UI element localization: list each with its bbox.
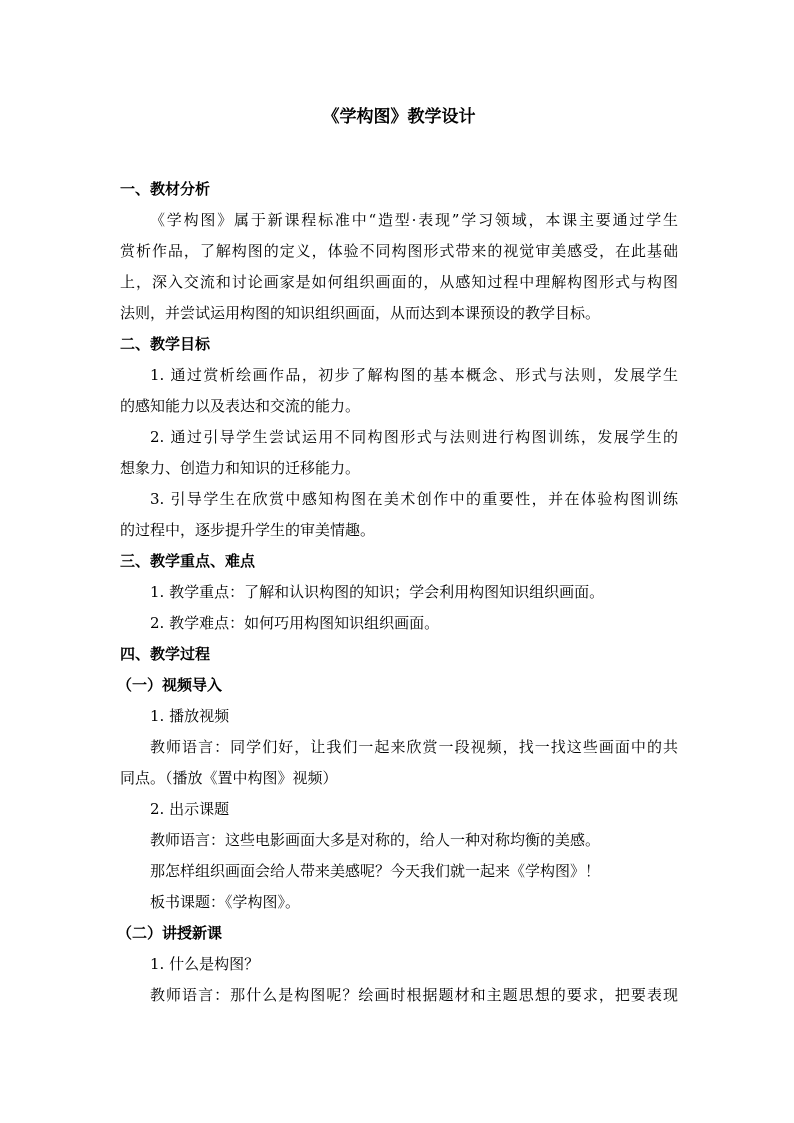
goal-line: 3. 引导学生在欣赏中感知构图在美术创作中的重要性，并在体验构图训练 [150, 490, 678, 508]
paragraph-line: 法则，并尝试运用构图的知识组织画面，从而达到本课预设的教学目标。 [120, 304, 601, 322]
paragraph-line: 教师语言：同学们好，让我们一起来欣赏一段视频，找一找这些画面中的共 [150, 738, 678, 756]
section-heading-4: 四、教学过程 [120, 645, 211, 663]
paragraph-line: 那怎样组织画面会给人带来美感呢？今天我们就一起来《学构图》！ [150, 862, 601, 880]
goal-line: 的感知能力以及表达和交流的能力。 [120, 397, 361, 415]
goal-line: 想象力、创造力和知识的迁移能力。 [120, 459, 361, 477]
section-heading-1: 一、教材分析 [120, 180, 211, 198]
paragraph-line: 教师语言：那什么是构图呢？绘画时根据题材和主题思想的要求，把要表现 [150, 986, 678, 1004]
sub-heading-1: （一）视频导入 [117, 676, 223, 694]
section-heading-3: 三、教学重点、难点 [120, 552, 256, 570]
step-line: 1. 播放视频 [150, 707, 230, 725]
document-body [117, 104, 678, 1011]
goal-line: 1. 通过赏析绘画作品，初步了解构图的基本概念、形式与法则，发展学生 [150, 366, 678, 384]
paragraph-line: 《学构图》属于新课程标准中“造型·表现”学习领域，本课主要通过学生 [150, 211, 678, 229]
paragraph-line: 上，深入交流和讨论画家是如何组织画面的，从感知过程中理解构图形式与构图 [120, 273, 678, 291]
paragraph-line: 板书课题：《学构图》。 [150, 893, 301, 911]
goal-line: 的过程中，逐步提升学生的审美情趣。 [120, 521, 376, 539]
sub-heading-2: （二）讲授新课 [117, 924, 223, 942]
paragraph-line: 同点。（播放《置中构图》视频） [120, 769, 338, 787]
paragraph-line: 赏析作品，了解构图的定义，体验不同构图形式带来的视觉审美感受，在此基础 [120, 242, 678, 260]
key-point-line: 2. 教学难点：如何巧用构图知识组织画面。 [150, 614, 440, 632]
section-heading-2: 二、教学目标 [120, 335, 211, 353]
step-line: 2. 出示课题 [150, 800, 230, 818]
goal-line: 2. 通过引导学生尝试运用不同构图形式与法则进行构图训练，发展学生的 [150, 428, 678, 446]
paragraph-line: 教师语言：这些电影画面大多是对称的，给人一种对称均衡的美感。 [150, 831, 601, 849]
key-point-line: 1. 教学重点：了解和认识构图的知识；学会利用构图知识组织画面。 [150, 583, 605, 601]
step-line: 1. 什么是构图？ [150, 955, 260, 973]
document-title: 《学构图》教学设计 [322, 107, 476, 127]
